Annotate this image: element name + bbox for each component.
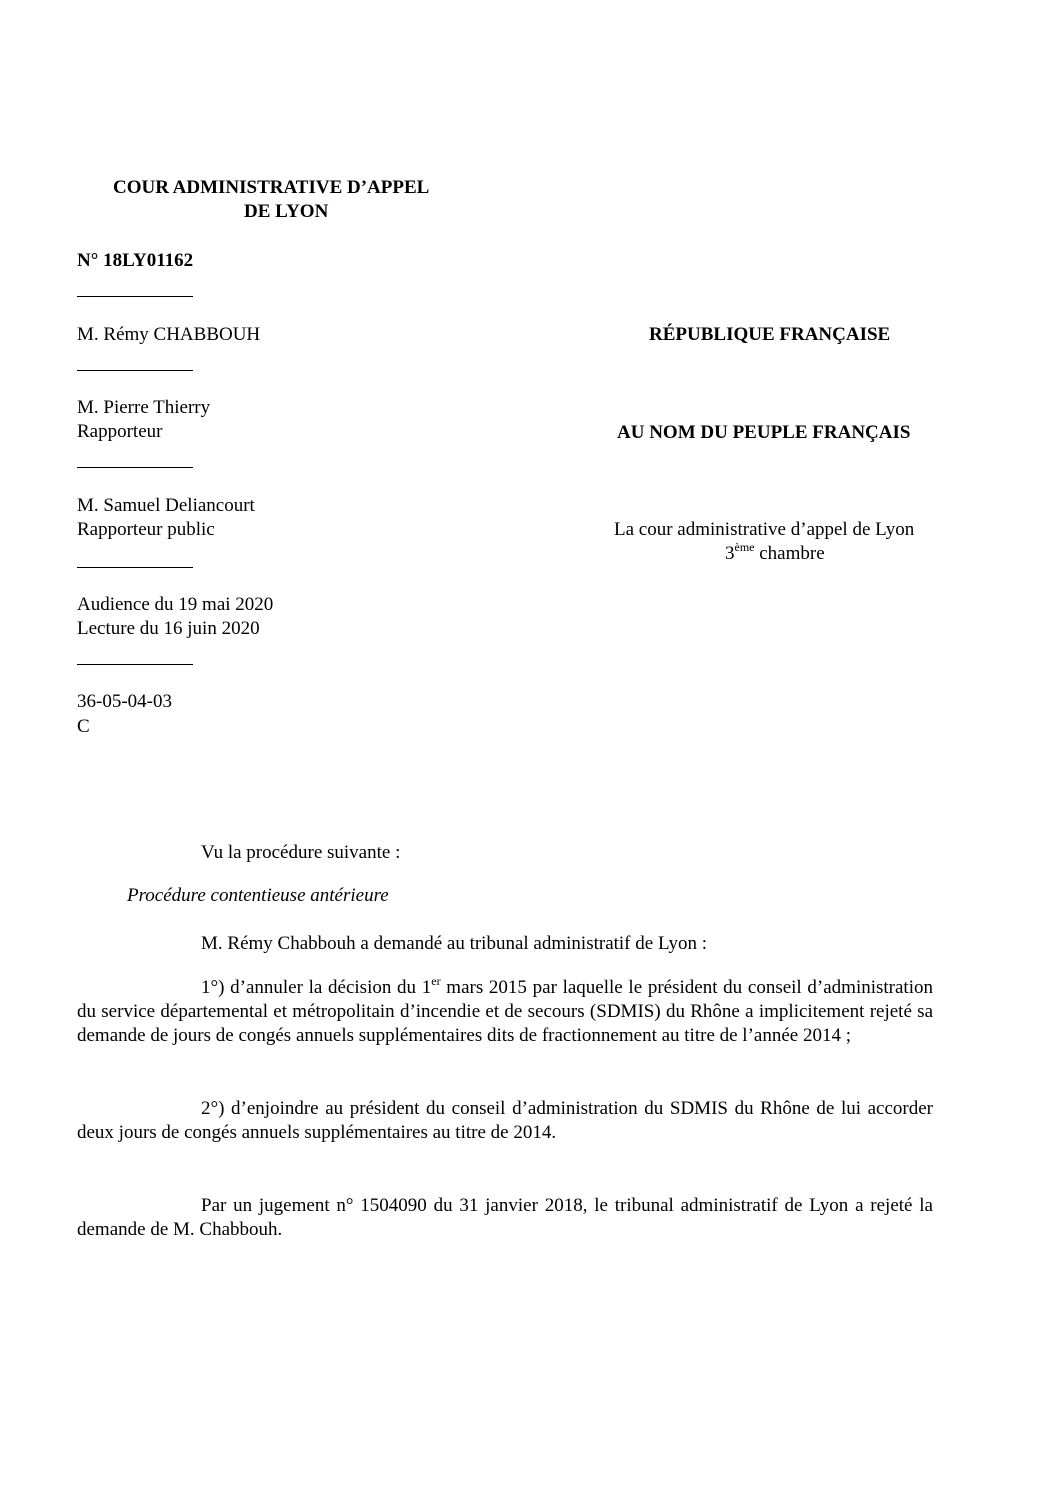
hearing-date: Audience du 19 mai 2020: [77, 594, 274, 615]
point1-superscript: er: [431, 973, 441, 988]
case-number: N° 18LY01162: [77, 250, 194, 271]
deciding-court: La cour administrative d’appel de Lyon: [614, 519, 915, 540]
chamber-superscript: ème: [734, 539, 755, 554]
section-title: Procédure contentieuse antérieure: [127, 885, 389, 906]
classification-code: 36-05-04-03: [77, 691, 172, 712]
public-rapporteur-name: M. Samuel Deliancourt: [77, 495, 255, 516]
request-point-2: 2°) d’enjoindre au président du conseil d’administration du SDMIS du Rhône de lui accorder deux jours de congés annuels supplémentaires au titre de 2014.: [77, 1098, 933, 1143]
chamber-number: 3: [725, 543, 735, 564]
publication-code: C: [77, 716, 90, 737]
point1-start: 1°) d’annuler la décision du 1: [201, 977, 432, 998]
judgment-paragraph: Par un jugement n° 1504090 du 31 janvier 2018, le tribunal administratif de Lyon a rejeté la demande de M. Chabbouh.: [77, 1195, 933, 1240]
separator-rule: [77, 664, 193, 665]
court-name-line2: DE LYON: [244, 201, 329, 222]
republic-heading: RÉPUBLIQUE FRANÇAISE: [649, 324, 891, 345]
chamber-word: chambre: [754, 543, 825, 564]
separator-rule: [77, 296, 193, 297]
request-intro: M. Rémy Chabbouh a demandé au tribunal administratif de Lyon :: [201, 933, 708, 954]
request-point-1: [77, 973, 933, 1048]
separator-rule: [77, 467, 193, 468]
public-rapporteur-role: Rapporteur public: [77, 519, 215, 540]
procedure-intro: Vu la procédure suivante :: [201, 842, 401, 863]
rapporteur-role: Rapporteur: [77, 421, 163, 442]
reading-date: Lecture du 16 juin 2020: [77, 618, 260, 639]
separator-rule: [77, 567, 193, 568]
chamber: [725, 539, 825, 566]
court-name-line1: COUR ADMINISTRATIVE D’APPEL: [113, 177, 430, 198]
rapporteur-name: M. Pierre Thierry: [77, 397, 211, 418]
in-the-name-heading: AU NOM DU PEUPLE FRANÇAIS: [617, 422, 911, 443]
separator-rule: [77, 370, 193, 371]
point1-rest: mars 2015 par laquelle le président du conseil d’administration du service départemental et métropolitain d’incendie et de secours (SDMIS) du Rhône a implicitement rejeté sa demande de jours de congés annuels supplémentaires dits de fractionnement au titre de l’année 2014 ;: [77, 977, 933, 1046]
party-name: M. Rémy CHABBOUH: [77, 324, 261, 345]
